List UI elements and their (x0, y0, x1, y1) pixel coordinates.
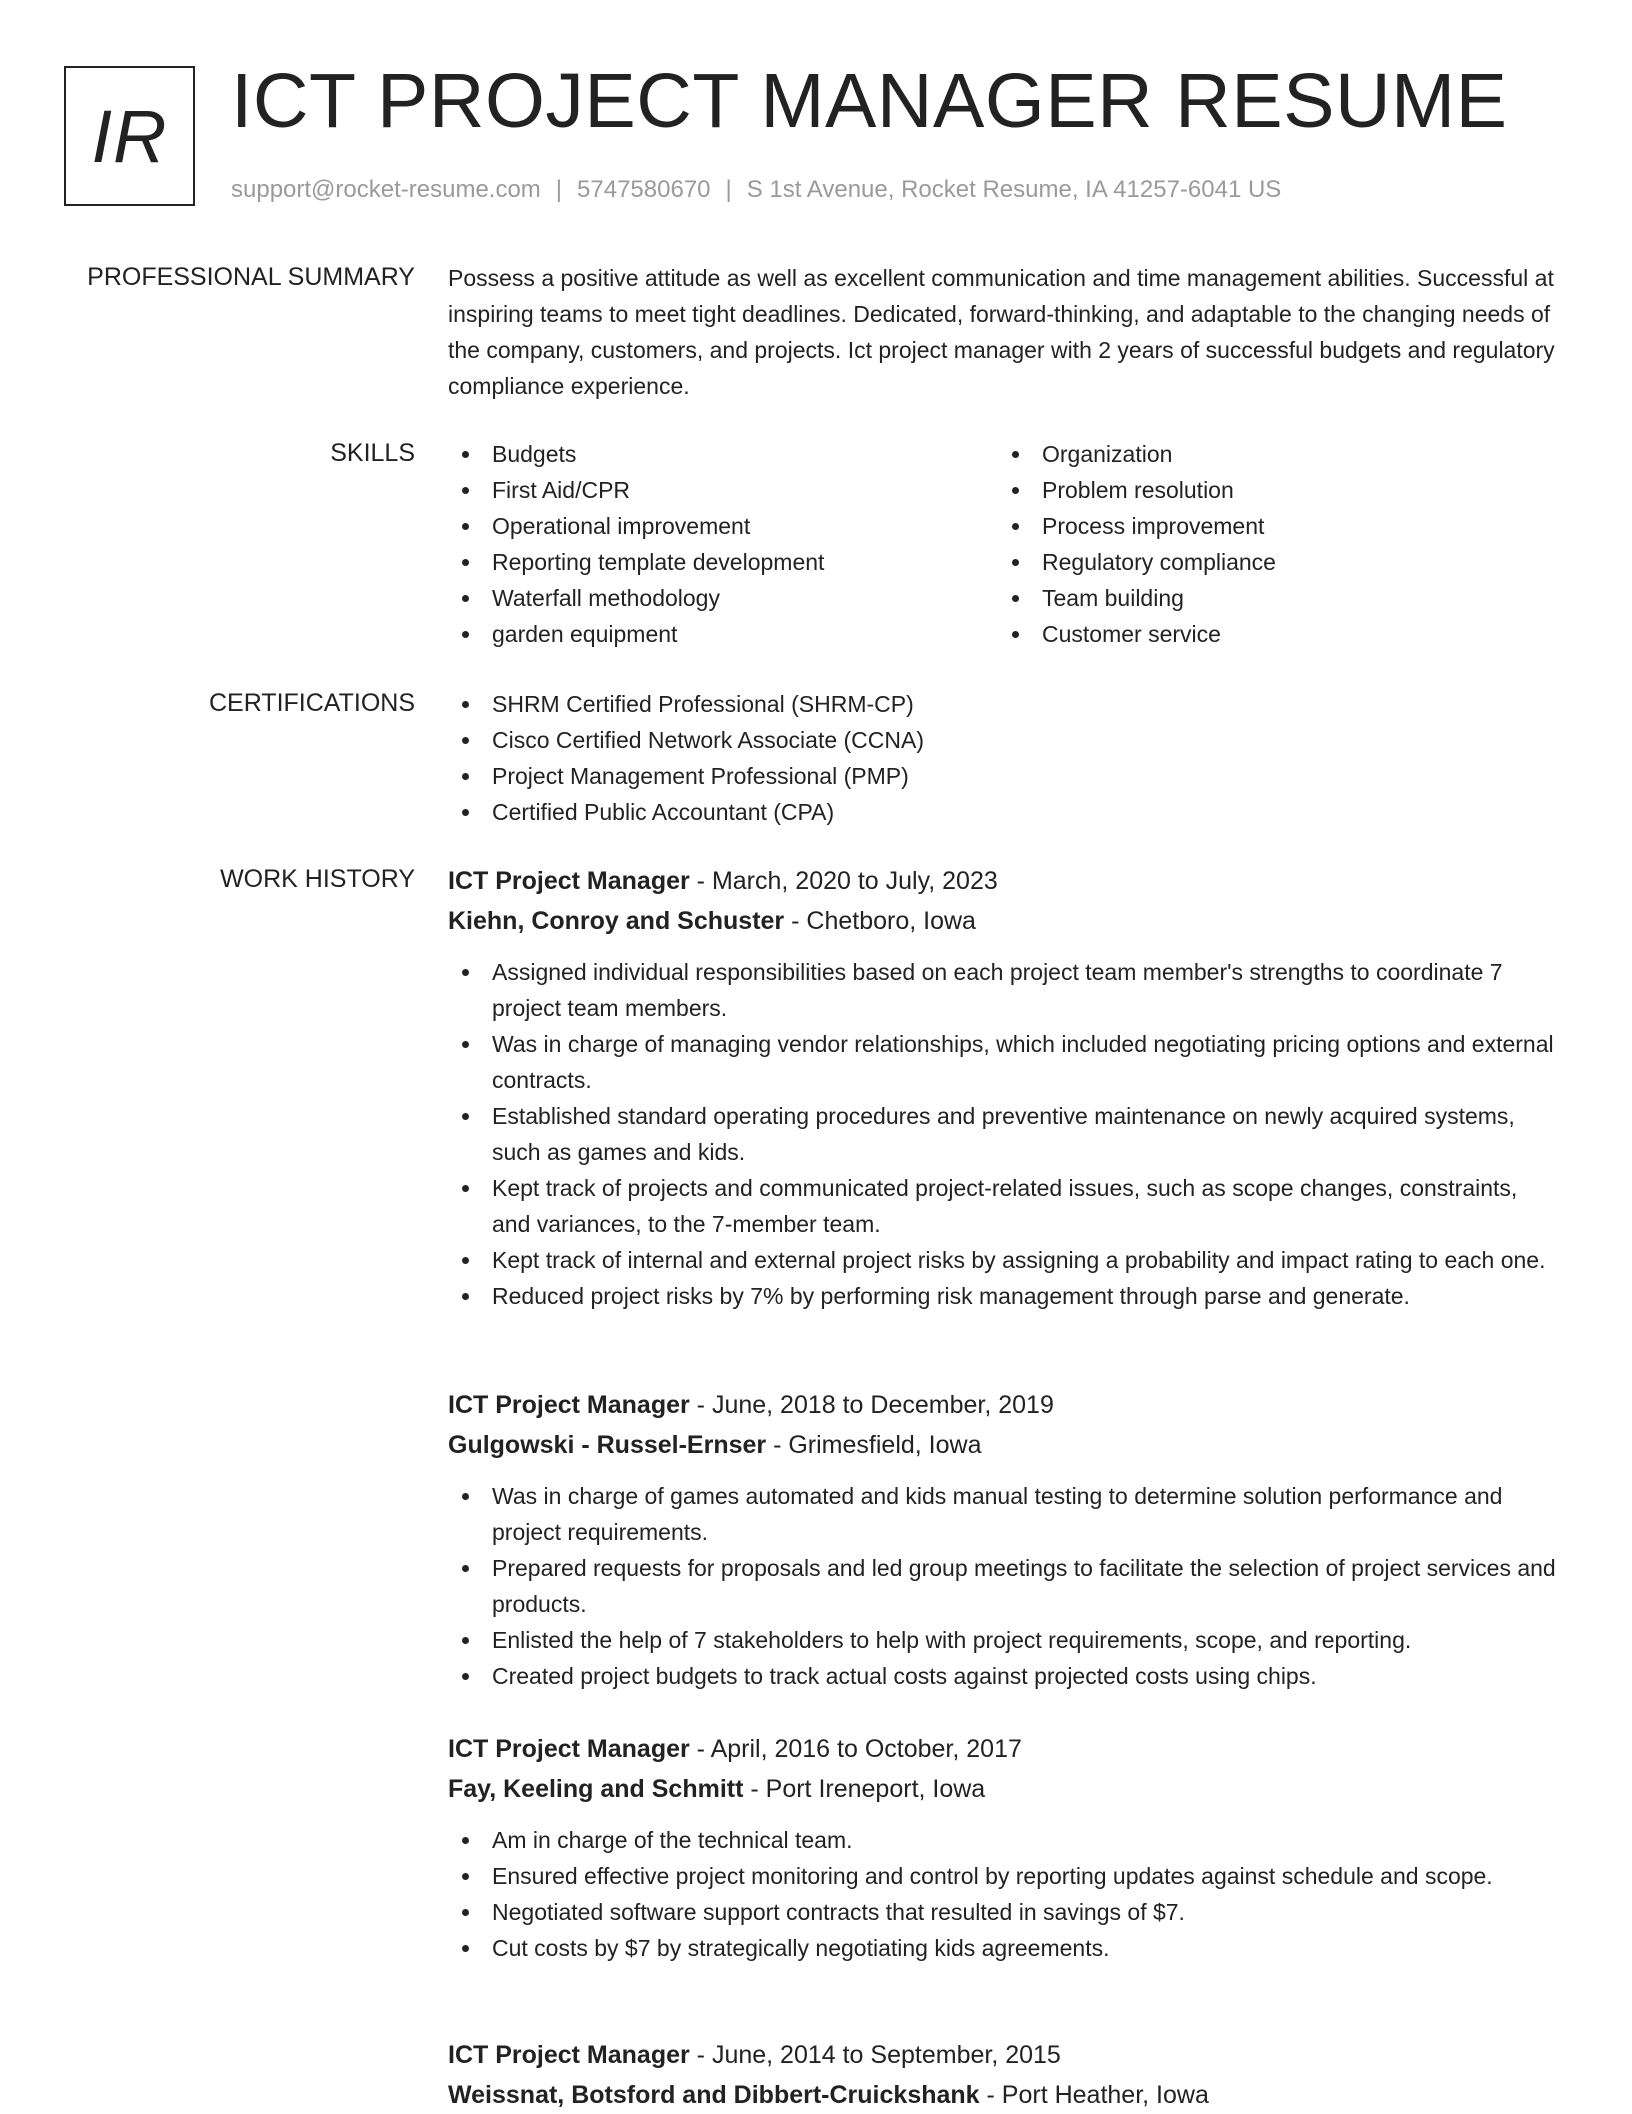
skill-item: Budgets (448, 436, 998, 472)
job-entry (448, 862, 1558, 1314)
job-dates: - April, 2016 to October, 2017 (689, 1735, 1022, 1763)
job-bullet: Enlisted the help of 7 stakeholders to help with project requirements, scope, and reporting. (448, 1622, 1558, 1658)
monogram-logo: IR (64, 66, 195, 206)
job-company: Gulgowski - Russel-Ernser (448, 1431, 767, 1459)
job-bullet: Established standard operating procedures and preventive maintenance on newly acquired systems, such as games and kids. (448, 1098, 1558, 1170)
job-company: Fay, Keeling and Schmitt (448, 1775, 744, 1803)
job-title: ICT Project Manager (448, 2041, 690, 2069)
summary-text: Possess a positive attitude as well as excellent communication and time management abilities. Successful at inspiring teams to meet tight deadlines. Dedicated, forward-thinking, and adaptable to the changing needs of the company, customers, and projects. Ict project manager with 2 years of successful budgets and regulatory compliance experience. (448, 265, 1555, 399)
skill-item: Reporting template development (448, 544, 998, 580)
job-title: ICT Project Manager (448, 1391, 690, 1419)
job-dates: - June, 2014 to September, 2015 (689, 2041, 1061, 2069)
certifications-list (448, 686, 1558, 830)
job-bullet: Ensured effective project monitoring and control by reporting updates against schedule and scope. (448, 1858, 1558, 1894)
job-bullet: Was in charge of games automated and kids manual testing to determine solution performance and project requirements. (448, 1478, 1558, 1550)
contact-line (231, 174, 1281, 206)
job-location: - Grimesfield, Iowa (766, 1431, 982, 1459)
job-company: Kiehn, Conroy and Schuster (448, 907, 785, 935)
contact-phone[interactable]: 5747580670 (577, 176, 711, 203)
skills-section (448, 436, 1558, 652)
work-history-heading: WORK HISTORY (220, 865, 415, 893)
job-entry (448, 1730, 1558, 1966)
summary-section (448, 260, 1558, 404)
skills-heading: SKILLS (330, 439, 415, 467)
job-company: Weissnat, Botsford and Dibbert-Cruickshank (448, 2081, 980, 2109)
job-title-line (448, 2036, 1558, 2074)
job-bullet: Negotiated software support contracts that resulted in savings of $7. (448, 1894, 1558, 1930)
job-bullet: Prepared requests for proposals and led group meetings to facilitate the selection of project services and products. (448, 1550, 1558, 1622)
job-bullet: Am in charge of the technical team. (448, 1822, 1558, 1858)
certifications-section (448, 686, 1558, 830)
job-bullet: Kept track of projects and communicated project-related issues, such as scope changes, constraints, and variances, to the 7-member team. (448, 1170, 1558, 1242)
job-dates: - June, 2018 to December, 2019 (689, 1391, 1054, 1419)
contact-separator: | (555, 176, 563, 203)
job-company-line (448, 1426, 1558, 1464)
contact-separator: | (725, 176, 732, 203)
skill-item: Team building (998, 580, 1548, 616)
skill-item: Waterfall methodology (448, 580, 998, 616)
skill-item: Regulatory compliance (998, 544, 1548, 580)
skill-item: Customer service (998, 616, 1548, 652)
job-bullet: Created project budgets to track actual costs against projected costs using chips. (448, 1658, 1558, 1694)
job-company-line (448, 902, 1558, 940)
job-location: - Port Ireneport, Iowa (743, 1775, 986, 1803)
job-bullet: Reduced project risks by 7% by performing risk management through parse and generate. (448, 1278, 1558, 1314)
contact-email[interactable]: support@rocket-resume.com (231, 176, 541, 203)
skills-list-right (998, 436, 1548, 652)
skill-item: Problem resolution (998, 472, 1548, 508)
job-company-line (448, 2076, 1558, 2114)
summary-heading: PROFESSIONAL SUMMARY (87, 263, 415, 291)
job-title-line (448, 862, 1558, 900)
contact-address: S 1st Avenue, Rocket Resume, IA 41257-6041 US (746, 176, 1282, 203)
certification-item: Cisco Certified Network Associate (CCNA) (448, 722, 1558, 758)
job-bullet: Cut costs by $7 by strategically negotiating kids agreements. (448, 1930, 1558, 1966)
job-entry (448, 1386, 1558, 1694)
skill-item: Operational improvement (448, 508, 998, 544)
skill-item: Organization (998, 436, 1548, 472)
job-location: - Chetboro, Iowa (784, 907, 976, 935)
job-entry (448, 2036, 1558, 2114)
skills-list-left (448, 436, 998, 652)
job-bullet-list (448, 1822, 1558, 1966)
job-title: ICT Project Manager (448, 1735, 690, 1763)
certification-item: Project Management Professional (PMP) (448, 758, 1558, 794)
job-bullet-list (448, 1478, 1558, 1694)
job-bullet: Kept track of internal and external project risks by assigning a probability and impact rating to each one. (448, 1242, 1558, 1278)
job-bullet: Was in charge of managing vendor relationships, which included negotiating pricing options and external contracts. (448, 1026, 1558, 1098)
certification-item: SHRM Certified Professional (SHRM-CP) (448, 686, 1558, 722)
job-bullet: Assigned individual responsibilities based on each project team member's strengths to coordinate 7 project team members. (448, 954, 1558, 1026)
certification-item: Certified Public Accountant (CPA) (448, 794, 1558, 830)
job-location: - Port Heather, Iowa (979, 2081, 1209, 2109)
resume-title: ICT PROJECT MANAGER RESUME (231, 58, 1508, 144)
job-bullet-list (448, 954, 1558, 1314)
skill-item: garden equipment (448, 616, 998, 652)
job-title-line (448, 1386, 1558, 1424)
job-title: ICT Project Manager (448, 867, 690, 895)
job-dates: - March, 2020 to July, 2023 (689, 867, 998, 895)
certifications-heading: CERTIFICATIONS (208, 689, 415, 717)
skill-item: First Aid/CPR (448, 472, 998, 508)
job-title-line (448, 1730, 1558, 1768)
job-company-line (448, 1770, 1558, 1808)
skill-item: Process improvement (998, 508, 1548, 544)
